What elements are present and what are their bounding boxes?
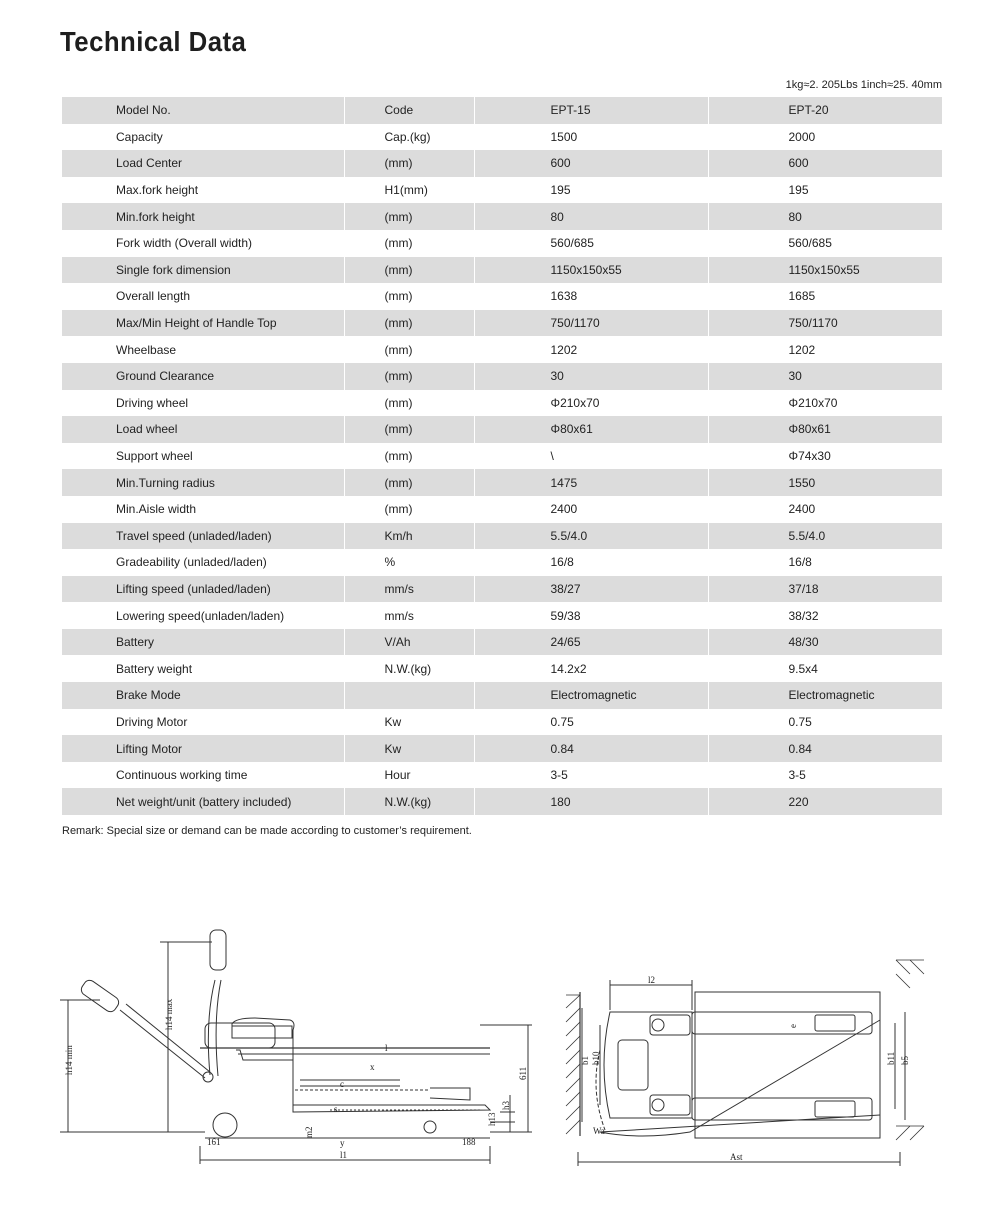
unit-conversion-note: 1kg≈2. 205Lbs 1inch≈25. 40mm xyxy=(785,79,942,91)
row-value-ept20: 80 xyxy=(708,203,942,230)
row-value-ept20: 9.5x4 xyxy=(708,655,942,682)
table-row xyxy=(62,762,942,789)
row-param: Min.fork height xyxy=(62,203,344,230)
table-row xyxy=(62,602,942,629)
row-param: Travel speed (unladed/laden) xyxy=(62,523,344,550)
row-param: Net weight/unit (battery included) xyxy=(62,788,344,815)
row-value-ept20: 3-5 xyxy=(708,762,942,789)
row-code: mm/s xyxy=(344,576,474,603)
row-param: Gradeability (unladed/laden) xyxy=(116,555,267,570)
row-value-ept15: 3-5 xyxy=(474,762,708,789)
row-param: Lowering speed(unladen/laden) xyxy=(116,608,285,623)
row-code: H1(mm) xyxy=(344,177,474,204)
row-value-ept15: Φ210x70 xyxy=(474,390,708,417)
dim-188: 188 xyxy=(462,1137,476,1147)
header-param: Model No. xyxy=(62,97,344,124)
row-code: Hour xyxy=(344,762,474,789)
table-row xyxy=(62,496,942,523)
row-value-ept15: 1475 xyxy=(474,469,708,496)
dim-c: c xyxy=(340,1079,344,1089)
table-row xyxy=(62,469,942,496)
dim-e: e xyxy=(788,1024,798,1028)
row-value-ept20: 38/32 xyxy=(708,602,942,629)
row-code: (mm) xyxy=(344,150,474,177)
table-row xyxy=(62,682,942,709)
chassis-body xyxy=(205,1023,275,1048)
table-row xyxy=(62,788,942,815)
row-value-ept20: 1550 xyxy=(708,469,942,496)
row-code: (mm) xyxy=(344,443,474,470)
row-code: Kw xyxy=(344,735,474,762)
row-code: mm/s xyxy=(344,602,474,629)
table-header-row xyxy=(62,97,942,124)
row-value-ept15: 59/38 xyxy=(474,602,708,629)
row-param: Load Center xyxy=(62,150,344,177)
dim-y: y xyxy=(340,1138,345,1148)
fork-side xyxy=(293,1105,490,1112)
table-row xyxy=(62,709,942,736)
row-value-ept20: 560/685 xyxy=(708,230,942,257)
dim-x: x xyxy=(370,1062,375,1072)
row-code: (mm) xyxy=(344,469,474,496)
table-row xyxy=(62,177,942,204)
header-model-2: EPT-20 xyxy=(708,97,942,124)
row-value-ept20: 5.5/4.0 xyxy=(708,523,942,550)
dim-161: 161 xyxy=(207,1137,221,1147)
top-cover xyxy=(232,1018,294,1063)
row-value-ept20: 2000 xyxy=(708,124,942,151)
row-code: (mm) xyxy=(344,336,474,363)
row-param: Capacity xyxy=(116,129,163,144)
row-value-ept20: 1202 xyxy=(708,336,942,363)
row-param: Driving Motor xyxy=(116,714,188,729)
dim-m2: m2 xyxy=(304,1126,314,1138)
battery-cover xyxy=(232,1026,292,1038)
row-value-ept15: 24/65 xyxy=(474,629,708,656)
row-code: Kw xyxy=(344,709,474,736)
row-value-ept15: Φ80x61 xyxy=(474,416,708,443)
row-param: Load wheel xyxy=(62,416,344,443)
table-row xyxy=(62,443,942,470)
table-row xyxy=(62,576,942,603)
row-param: Wheelbase xyxy=(116,342,177,357)
row-param: Max.fork height xyxy=(116,183,199,198)
table-row xyxy=(62,124,942,151)
header-code: Code xyxy=(344,97,474,124)
row-code: (mm) xyxy=(344,310,474,337)
row-value-ept20: Φ80x61 xyxy=(708,416,942,443)
row-value-ept15: 195 xyxy=(474,177,708,204)
dim-b11: b11 xyxy=(886,1051,896,1065)
table-row xyxy=(62,735,942,762)
dim-b10: b10 xyxy=(591,1051,601,1065)
row-param: Ground Clearance xyxy=(62,363,344,390)
row-param: Battery xyxy=(62,629,344,656)
tiller-lowered xyxy=(120,1010,205,1078)
row-value-ept15: Electromagnetic xyxy=(474,682,708,709)
table-row xyxy=(62,257,942,284)
row-value-ept20: 750/1170 xyxy=(708,310,942,337)
row-value-ept15: 80 xyxy=(474,203,708,230)
dim-l: l xyxy=(385,1043,388,1053)
remark-note: Remark: Special size or demand can be made according to customer’s requirement. xyxy=(62,825,472,837)
row-value-ept15: 30 xyxy=(474,363,708,390)
row-value-ept15: 16/8 xyxy=(474,549,708,576)
row-value-ept20: 1685 xyxy=(708,283,942,310)
row-code xyxy=(344,682,474,709)
row-code: (mm) xyxy=(344,230,474,257)
turning-radius xyxy=(600,1020,880,1136)
row-param: Support wheel xyxy=(116,449,193,464)
table-row xyxy=(62,390,942,417)
row-param: Lifting Motor xyxy=(62,735,344,762)
pallet-outline xyxy=(695,992,880,1138)
dim-l2: l2 xyxy=(648,975,656,985)
tiller-head-lowered xyxy=(79,978,121,1014)
row-value-ept20: 30 xyxy=(708,363,942,390)
dim-h14-min: h14 min xyxy=(64,1045,74,1075)
row-param: Fork width (Overall width) xyxy=(116,236,253,251)
table-row xyxy=(62,363,942,390)
row-code: Cap.(kg) xyxy=(344,124,474,151)
row-value-ept15: 14.2x2 xyxy=(474,655,708,682)
row-value-ept15: 180 xyxy=(474,788,708,815)
table-row xyxy=(62,230,942,257)
table-row xyxy=(62,310,942,337)
table-row xyxy=(62,283,942,310)
row-param: Overall length xyxy=(116,289,191,304)
row-code: (mm) xyxy=(344,496,474,523)
row-value-ept20: Electromagnetic xyxy=(708,682,942,709)
dim-l1: l1 xyxy=(340,1150,348,1160)
row-code: N.W.(kg) xyxy=(344,655,474,682)
tiller-top xyxy=(618,1040,648,1090)
row-value-ept20: Φ74x30 xyxy=(708,443,942,470)
dim-s: s xyxy=(334,1104,338,1114)
row-param: Continuous working time xyxy=(116,768,248,783)
table-row xyxy=(62,416,942,443)
row-code: (mm) xyxy=(344,203,474,230)
dim-h3: h3 xyxy=(501,1101,511,1110)
left-wall-hatch xyxy=(566,995,580,1134)
row-value-ept20: 48/30 xyxy=(708,629,942,656)
row-param: Single fork dimension xyxy=(62,257,344,284)
row-value-ept15: 560/685 xyxy=(474,230,708,257)
table-row xyxy=(62,523,942,550)
row-value-ept20: 2400 xyxy=(708,496,942,523)
row-value-ept15: 2400 xyxy=(474,496,708,523)
dim-b5: b5 xyxy=(900,1056,910,1065)
right-wall-hatch xyxy=(896,960,924,1140)
row-value-ept20: 1150x150x55 xyxy=(708,257,942,284)
table-row xyxy=(62,629,942,656)
dim-b1: b1 xyxy=(580,1056,590,1065)
row-value-ept20: 600 xyxy=(708,150,942,177)
row-code: V/Ah xyxy=(344,629,474,656)
table-row xyxy=(62,203,942,230)
technical-drawings xyxy=(0,900,1000,1180)
row-code: (mm) xyxy=(344,416,474,443)
tiller-upright xyxy=(208,980,215,1075)
row-value-ept20: 0.84 xyxy=(708,735,942,762)
drive-wheel xyxy=(213,1113,237,1137)
row-code: % xyxy=(344,549,474,576)
row-value-ept15: 600 xyxy=(474,150,708,177)
row-value-ept20: 195 xyxy=(708,177,942,204)
row-value-ept15: 1500 xyxy=(474,124,708,151)
table-row xyxy=(62,549,942,576)
row-param: Min.Aisle width xyxy=(116,502,197,517)
row-value-ept15: 5.5/4.0 xyxy=(474,523,708,550)
dim-wa: Wa xyxy=(593,1126,605,1136)
row-value-ept20: Φ210x70 xyxy=(708,390,942,417)
dim-h14-max: h14 max xyxy=(164,998,174,1030)
row-value-ept20: 0.75 xyxy=(708,709,942,736)
row-value-ept15: 1150x150x55 xyxy=(474,257,708,284)
row-value-ept15: 1638 xyxy=(474,283,708,310)
row-code: Km/h xyxy=(344,523,474,550)
row-param: Lifting speed (unladed/laden) xyxy=(62,576,344,603)
row-value-ept15: 38/27 xyxy=(474,576,708,603)
row-param: Brake Mode xyxy=(62,682,344,709)
side-view-drawing xyxy=(60,930,532,1164)
load-wheel xyxy=(424,1121,436,1133)
row-code: (mm) xyxy=(344,257,474,284)
table-row xyxy=(62,336,942,363)
row-param: Driving wheel xyxy=(116,395,189,410)
table-row xyxy=(62,150,942,177)
row-param: Max/Min Height of Handle Top xyxy=(62,310,344,337)
row-code: N.W.(kg) xyxy=(344,788,474,815)
dim-h13: h13 xyxy=(487,1112,497,1126)
technical-data-table xyxy=(62,97,942,815)
row-code: (mm) xyxy=(344,390,474,417)
row-value-ept20: 37/18 xyxy=(708,576,942,603)
row-param: Battery weight xyxy=(116,661,193,676)
row-value-ept15: 0.75 xyxy=(474,709,708,736)
dim-611: 611 xyxy=(518,1066,528,1080)
row-code: (mm) xyxy=(344,363,474,390)
tiller-head-upright xyxy=(210,930,226,970)
row-value-ept15: 0.84 xyxy=(474,735,708,762)
row-value-ept20: 16/8 xyxy=(708,549,942,576)
row-value-ept15: 1202 xyxy=(474,336,708,363)
table-row xyxy=(62,655,942,682)
row-value-ept15: \ xyxy=(474,443,708,470)
top-view-drawing xyxy=(566,960,924,1166)
header-model-1: EPT-15 xyxy=(474,97,708,124)
row-value-ept15: 750/1170 xyxy=(474,310,708,337)
row-param: Min.Turning radius xyxy=(62,469,344,496)
page-title: Technical Data xyxy=(60,26,247,57)
row-value-ept20: 220 xyxy=(708,788,942,815)
dim-ast: Ast xyxy=(730,1152,743,1162)
row-code: (mm) xyxy=(344,283,474,310)
